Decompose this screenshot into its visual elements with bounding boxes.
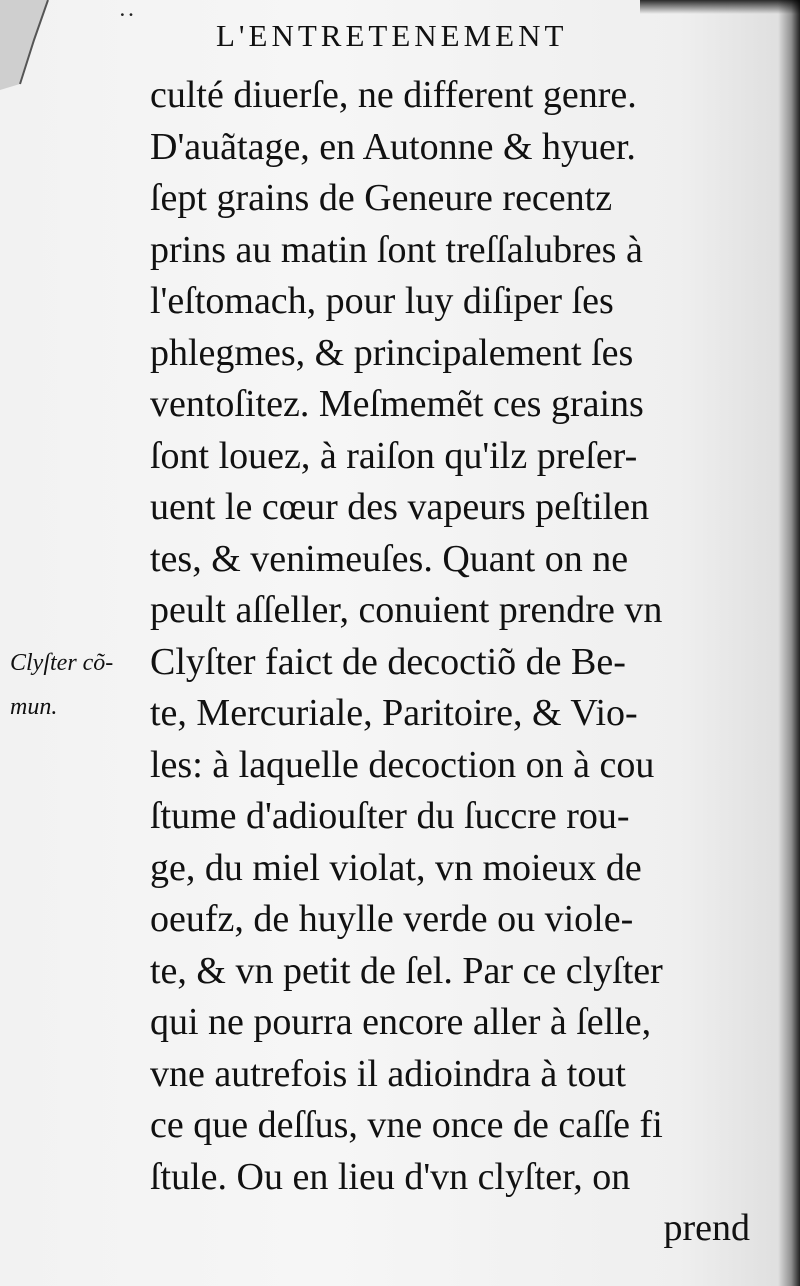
text-line: oeufz, de huylle verde ou viole-: [150, 898, 634, 940]
text-line: l'eſtomach, pour luy diſiper ſes: [150, 280, 614, 322]
text-line: culté diuerſe, ne different genre.: [150, 74, 637, 116]
marginal-note: [10, 641, 150, 729]
marginal-note-line: mun.: [10, 694, 58, 720]
text-line: prins au matin ſont treſſalubres à: [150, 228, 643, 271]
ink-speck: ˙˙: [118, 8, 136, 37]
text-line: phlegmes, & principalement ſes: [150, 331, 634, 374]
text-line: ſtume d'adiouſter du ſuccre rou-: [150, 795, 630, 837]
text-line: Clyſter faict de decoctiõ de Be-: [150, 640, 626, 683]
text-line: qui ne pourra encore aller à ſelle,: [150, 1001, 652, 1043]
text-line: ſept grains de Geneure recentz: [150, 177, 613, 219]
text-line: D'auãtage, en Autonne & hyuer.: [150, 125, 636, 168]
text-line: les: à laquelle decoction on à cou: [150, 743, 655, 786]
text-line: peult aſſeller, conuient prendre vn: [150, 589, 663, 631]
page-top-shadow: [640, 0, 800, 14]
body-text: [150, 70, 750, 1255]
text-line: tes, & venimeuſes. Quant on ne: [150, 537, 629, 580]
page-gutter-shadow: [778, 0, 800, 1286]
torn-corner: [0, 0, 60, 95]
text-line: ſtule. Ou en lieu d'vn clyſter, on: [150, 1155, 631, 1198]
text-line: te, Mercuriale, Paritoire, & Vio-: [150, 692, 638, 734]
text-line: ge, du miel violat, vn moieux de: [150, 846, 642, 889]
text-line: ce que deſſus, vne once de caſſe fi: [150, 1104, 663, 1146]
text-line: te, & vn petit de ſel. Par ce clyſter: [150, 949, 663, 992]
running-head: L'ENTRETENEMENT: [216, 18, 568, 53]
text-line: ventoſitez. Meſmemẽt ces grains: [150, 383, 644, 425]
text-line: uent le cœur des vapeurs peſtilen: [150, 486, 650, 528]
marginal-note-line: Clyſter cõ-: [10, 650, 114, 676]
catchword: prend: [663, 1207, 750, 1249]
text-line: vne autrefois il adioindra à tout: [150, 1052, 626, 1095]
text-line: ſont louez, à raiſon qu'ilz preſer-: [150, 434, 638, 477]
